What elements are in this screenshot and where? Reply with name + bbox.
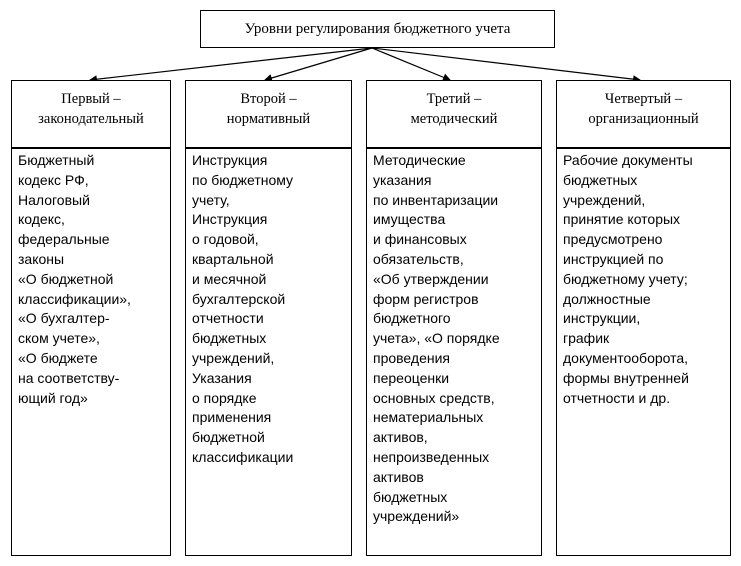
level-1-heading: Первый – законодательный <box>11 80 171 148</box>
arrow-to-level-2 <box>265 48 372 80</box>
level-2-heading: Второй – нормативный <box>185 80 352 148</box>
level-4-heading: Четвертый – организационный <box>556 80 731 148</box>
level-1-content: Бюджетный кодекс РФ, Налоговый кодекс, федеральные законы «О бюджетной классификации», «О бухгалтер- ском учете», «О бюджете на соответству- ющий год» <box>11 148 171 556</box>
level-2-content: Инструкция по бюджетному учету, Инструкция о годовой, квартальной и месячной бухгалтерской отчетности бюджетных учреждений, Указания о порядке применения бюджетной классификации <box>185 148 352 556</box>
arrow-to-level-1 <box>90 48 372 80</box>
diagram-title: Уровни регулирования бюджетного учета <box>200 10 555 48</box>
level-3-content: Методические указания по инвентаризации имущества и финансовых обязательств, «Об утверждении форм регистров бюджетного учета», «О порядке проведения переоценки основных средств, нематериальных активов, непроизведенных активов бюджетных учреждений» <box>366 148 542 556</box>
level-3-heading: Третий – методический <box>366 80 542 148</box>
level-4-content: Рабочие документы бюджетных учреждений, принятие которых предусмотрено инструкцией по бюджетному учету; должностные инструкции, график документооборота, формы внутренней отчетности и др. <box>556 148 731 556</box>
